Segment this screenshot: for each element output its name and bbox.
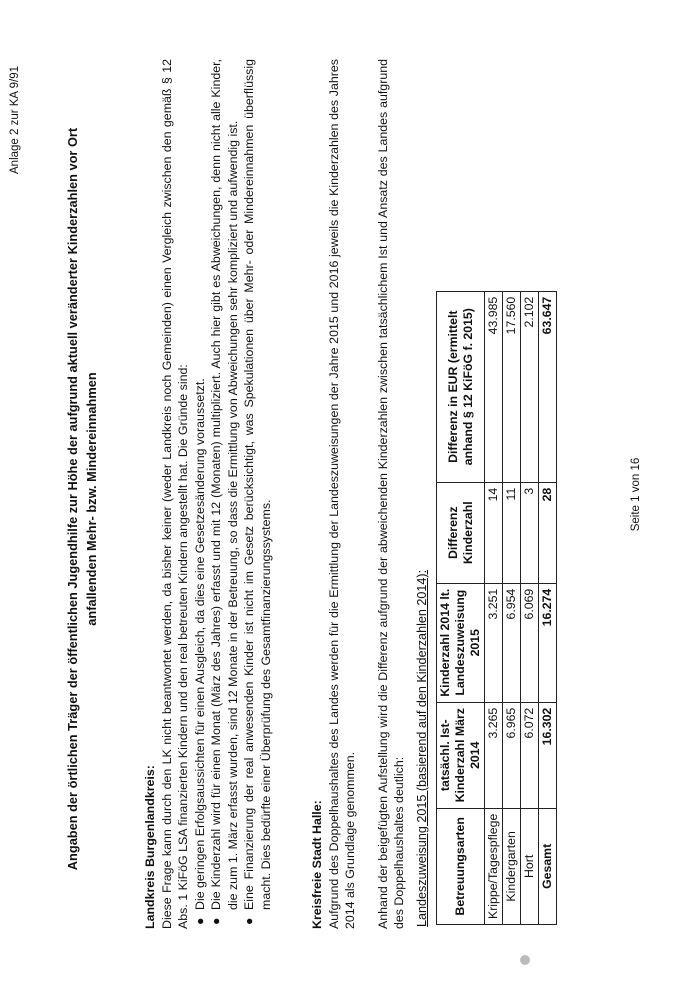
title-line-1: Angaben der örtlichen Träger der öffentlichen Jugendhilfe zur Höhe der aufgrund aktuell veränderter Kinderzahlen vor Ort [65, 127, 80, 871]
table-header-row [437, 291, 485, 924]
table-cell: Kindergarten [503, 808, 521, 924]
table-total-row [539, 291, 557, 924]
column-header: Kinderzahl 2014 lt. Landeszuweisung 2015 [437, 583, 485, 702]
table-cell: Gesamt [539, 808, 557, 924]
section-heading-burgenland: Landkreis Burgenlandkreis: [143, 765, 157, 929]
halle-paragraph-1: Aufgrund des Doppelhaushaltes des Landes werden für die Ermittlung der Landeszuweisungen der Jahre 2015 und 2016 jeweils die Kinderzahlen des Jahres 2014 als Grundlage genommen. [326, 59, 357, 929]
allocation-table [436, 291, 557, 925]
table-cell: 3 [521, 482, 539, 583]
table-row [485, 291, 503, 924]
list-item: ● Die Kinderzahl wird für einen Monat (März des Jahres) erfasst und mit 12 (Monaten) multipliziert. Auch hier gibt es Abweichungen, denn nicht alle Kinder, die zum 1. März erfasst wurden, sind 12 Monate in der Betreuung, so dass die Ermittlung von Abweichungen sehr kompliziert und aufwendig ist. [209, 59, 240, 925]
table-cell: 6.069 [521, 583, 539, 702]
table-cell: Krippe/Tagespflege [485, 808, 503, 924]
table-cell: 6.965 [503, 702, 521, 808]
list-item: ● Eine Finanzierung der real anwesenden Kinder ist nicht im Gesetz berücksichtigt, was Spekulationen über Mehr- oder Mindereinnahmen überflüssig macht. Dies bedürfte einer Überprüfung des Gesamtfinanzierungssystems. [242, 59, 273, 925]
table-cell: 6.072 [521, 702, 539, 808]
table-cell: 43.985 [485, 291, 503, 482]
table-cell: 28 [539, 482, 557, 583]
table-cell: 3.265 [485, 702, 503, 808]
page-number: Seite 1 von 16 [630, 457, 642, 532]
table-cell: 14 [485, 482, 503, 583]
table-cell: 63.647 [539, 291, 557, 482]
scan-punch-hole [520, 955, 530, 965]
burgenland-reasons [192, 59, 275, 929]
section-burgenland [142, 59, 274, 929]
table-cell: 6.954 [503, 583, 521, 702]
column-header: tatsächl. Ist-Kinderzahl März 2014 [437, 702, 485, 808]
burgenland-intro: Diese Frage kann durch den LK nicht beantwortet werden, da bisher keiner (weder Landkreis noch Gemeinden) einen Vergleich zwischen den gemäß § 12 Abs. 1 KiFöG LSA finanzierten Kindern und den real betreuten Kindern angestellt hat. Die Gründe sind: [159, 59, 190, 929]
annex-reference: Anlage 2 zur KA 9/91 [9, 65, 21, 174]
table-cell: 3.251 [485, 583, 503, 702]
halle-paragraph-2: Anhand der beigefügten Aufstellung wird die Differenz aufgrund der abweichenden Kinderzahlen zwischen tatsächlichem Ist und Ansatz des Landes aufgrund des Doppelhaushaltes deutlich: [375, 59, 406, 929]
table-caption: Landeszuweisung 2015 (basierend auf den Kinderzahlen 2014): [415, 569, 429, 927]
bullet-icon: ● [242, 917, 256, 925]
table-cell: 11 [503, 482, 521, 583]
page-title [63, 69, 101, 929]
section-halle [309, 59, 408, 929]
table-row [521, 291, 539, 924]
table-cell: 16.302 [539, 702, 557, 808]
column-header: Betreuungsarten [437, 808, 485, 924]
column-header: Differenz Kinderzahl [437, 482, 485, 583]
table-row [503, 291, 521, 924]
title-line-2: anfallenden Mehr- bzw. Mindereinnahmen [84, 372, 99, 626]
table-cell: 17.560 [503, 291, 521, 482]
bullet-icon: ● [209, 917, 223, 925]
table-cell: 16.274 [539, 583, 557, 702]
table-cell: Hort [521, 808, 539, 924]
bullet-icon: ● [192, 917, 207, 925]
section-heading-halle: Kreisfreie Stadt Halle: [310, 800, 324, 929]
list-item: ● Die geringen Erfolgsaussichten für einen Ausgleich, da dies eine Gesetzesänderung voraussetzt. [192, 378, 207, 925]
table-cell: 2.102 [521, 291, 539, 482]
column-header: Differenz in EUR (ermittelt anhand § 12 KiFöG f. 2015) [437, 291, 485, 482]
